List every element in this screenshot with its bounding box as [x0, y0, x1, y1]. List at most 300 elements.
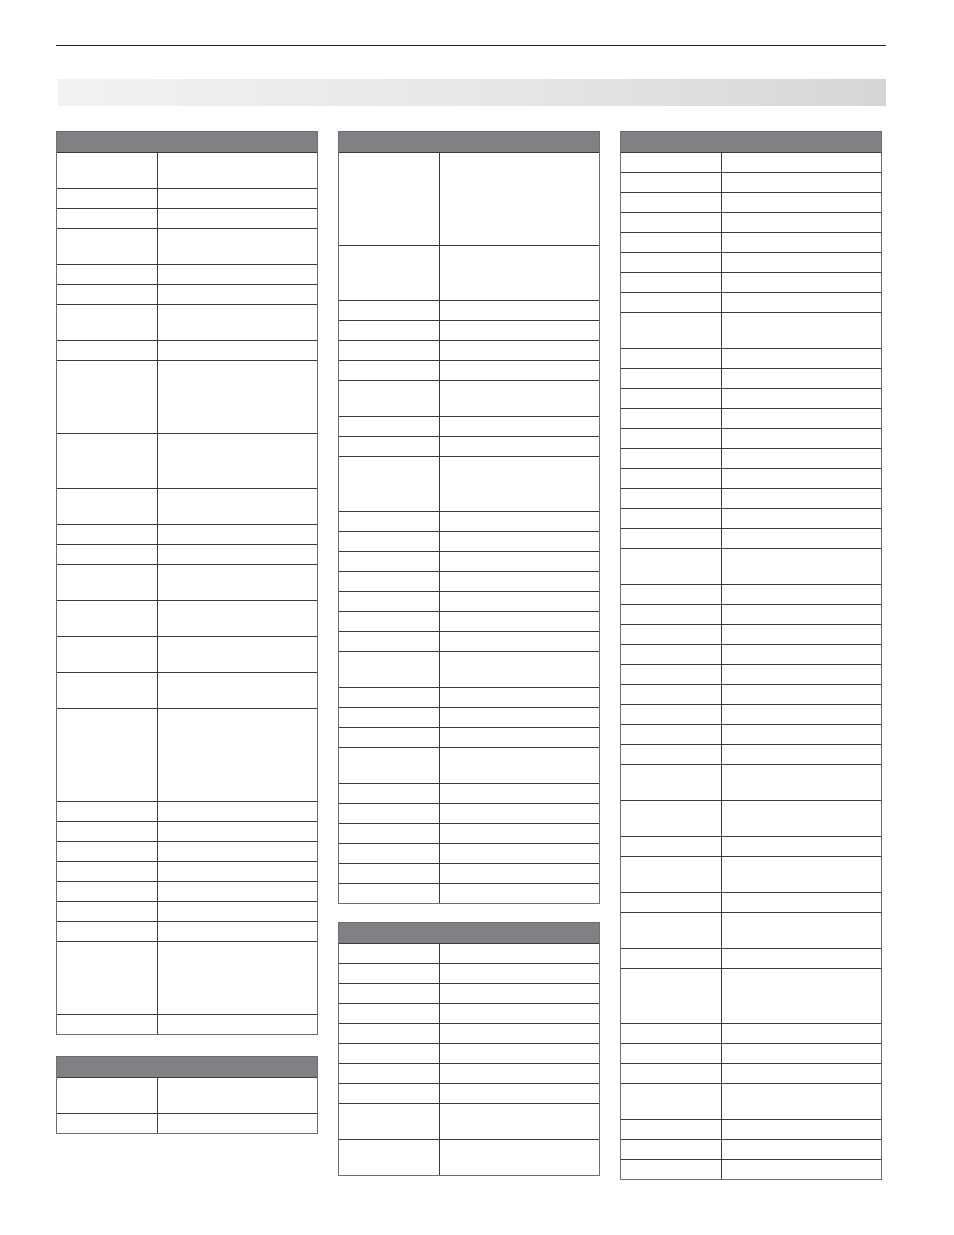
code-label-cell	[57, 601, 158, 636]
code-value-cell	[722, 1024, 881, 1043]
code-value-cell	[440, 301, 599, 320]
table-row	[339, 783, 599, 803]
table-row	[621, 1083, 881, 1119]
table-row	[621, 312, 881, 348]
code-label-cell	[621, 1064, 722, 1083]
code-label-cell	[621, 273, 722, 292]
code-value-cell	[722, 837, 881, 856]
code-label-cell	[621, 893, 722, 912]
table-row	[57, 861, 317, 881]
code-value-cell	[722, 949, 881, 968]
code-value-cell	[722, 409, 881, 428]
code-label-cell	[339, 944, 440, 963]
table-row	[621, 192, 881, 212]
code-value-cell	[158, 229, 317, 264]
code-label-cell	[57, 209, 158, 228]
table-row	[57, 941, 317, 1014]
code-label-cell	[621, 153, 722, 172]
code-label-cell	[339, 844, 440, 863]
code-label-cell	[621, 489, 722, 508]
code-label-cell	[339, 341, 440, 360]
code-label-cell	[57, 942, 158, 1014]
code-label-cell	[57, 922, 158, 941]
table-row	[339, 631, 599, 651]
code-value-cell	[722, 969, 881, 1023]
code-label-cell	[57, 341, 158, 360]
code-label-cell	[339, 552, 440, 571]
code-label-cell	[339, 1104, 440, 1139]
code-label-cell	[339, 437, 440, 456]
code-label-cell	[621, 705, 722, 724]
code-value-cell	[440, 728, 599, 747]
code-value-cell	[158, 862, 317, 881]
table-row	[621, 252, 881, 272]
table-row	[621, 744, 881, 764]
code-label-cell	[339, 632, 440, 651]
table-row	[621, 172, 881, 192]
table-row	[339, 687, 599, 707]
table-row	[621, 368, 881, 388]
code-value-cell	[722, 469, 881, 488]
code-table-2	[56, 1056, 318, 1134]
code-table-3	[338, 131, 600, 904]
table-row	[339, 1003, 599, 1023]
code-value-cell	[158, 285, 317, 304]
code-label-cell	[57, 862, 158, 881]
code-label-cell	[339, 361, 440, 380]
code-label-cell	[621, 1024, 722, 1043]
table-row	[339, 360, 599, 380]
table-row	[57, 488, 317, 524]
code-label-cell	[57, 822, 158, 841]
code-value-cell	[440, 592, 599, 611]
table-row	[621, 508, 881, 528]
table-header	[339, 923, 599, 943]
table-row	[621, 604, 881, 624]
code-label-cell	[339, 652, 440, 687]
table-row	[57, 1077, 317, 1113]
code-label-cell	[621, 1044, 722, 1063]
code-label-cell	[57, 902, 158, 921]
table-row	[339, 436, 599, 456]
table-row	[621, 644, 881, 664]
code-label-cell	[621, 605, 722, 624]
code-value-cell	[158, 189, 317, 208]
code-value-cell	[722, 605, 881, 624]
table-row	[339, 1083, 599, 1103]
code-label-cell	[339, 688, 440, 707]
code-value-cell	[440, 552, 599, 571]
code-value-cell	[440, 381, 599, 416]
code-value-cell	[440, 804, 599, 823]
code-label-cell	[621, 949, 722, 968]
code-value-cell	[440, 984, 599, 1003]
table-row	[621, 1159, 881, 1179]
code-label-cell	[57, 189, 158, 208]
table-row	[57, 264, 317, 284]
table-row	[621, 764, 881, 800]
code-label-cell	[621, 349, 722, 368]
code-label-cell	[339, 512, 440, 531]
code-value-cell	[440, 417, 599, 436]
code-value-cell	[722, 705, 881, 724]
code-label-cell	[57, 153, 158, 188]
code-table-4	[338, 922, 600, 1176]
code-value-cell	[158, 942, 317, 1014]
code-label-cell	[621, 389, 722, 408]
table-row	[621, 548, 881, 584]
code-value-cell	[440, 321, 599, 340]
code-value-cell	[722, 293, 881, 312]
code-value-cell	[440, 1024, 599, 1043]
code-value-cell	[158, 341, 317, 360]
table-row	[339, 320, 599, 340]
code-value-cell	[440, 612, 599, 631]
code-label-cell	[621, 173, 722, 192]
code-value-cell	[440, 1084, 599, 1103]
table-row	[57, 188, 317, 208]
code-label-cell	[57, 673, 158, 708]
code-label-cell	[339, 532, 440, 551]
code-label-cell	[339, 1024, 440, 1043]
table-row	[339, 883, 599, 903]
table-row	[621, 624, 881, 644]
code-label-cell	[339, 884, 440, 903]
table-row	[621, 892, 881, 912]
code-value-cell	[440, 437, 599, 456]
code-value-cell	[440, 632, 599, 651]
table-row	[339, 727, 599, 747]
code-value-cell	[440, 652, 599, 687]
code-label-cell	[339, 301, 440, 320]
code-value-cell	[158, 434, 317, 488]
code-value-cell	[722, 765, 881, 800]
code-value-cell	[722, 685, 881, 704]
code-label-cell	[621, 529, 722, 548]
table-row	[621, 684, 881, 704]
code-value-cell	[722, 1084, 881, 1119]
table-row	[621, 968, 881, 1023]
table-row	[621, 584, 881, 604]
table-row	[57, 544, 317, 564]
code-value-cell	[158, 525, 317, 544]
table-row	[57, 881, 317, 901]
table-row	[339, 747, 599, 783]
code-value-cell	[722, 193, 881, 212]
table-row	[621, 152, 881, 172]
code-value-cell	[722, 1120, 881, 1139]
code-value-cell	[158, 637, 317, 672]
code-label-cell	[339, 864, 440, 883]
code-label-cell	[339, 592, 440, 611]
table-row	[339, 300, 599, 320]
code-label-cell	[621, 665, 722, 684]
table-row	[339, 963, 599, 983]
code-label-cell	[621, 409, 722, 428]
code-value-cell	[722, 233, 881, 252]
code-label-cell	[621, 1084, 722, 1119]
code-label-cell	[339, 728, 440, 747]
code-value-cell	[722, 529, 881, 548]
code-label-cell	[57, 305, 158, 340]
table-row	[621, 348, 881, 368]
code-value-cell	[722, 745, 881, 764]
table-row	[621, 1023, 881, 1043]
code-value-cell	[440, 844, 599, 863]
code-value-cell	[158, 802, 317, 821]
table-row	[621, 1139, 881, 1159]
table-row	[57, 708, 317, 801]
code-value-cell	[440, 1140, 599, 1175]
table-row	[57, 921, 317, 941]
code-value-cell	[440, 1044, 599, 1063]
code-value-cell	[158, 305, 317, 340]
code-value-cell	[440, 1004, 599, 1023]
code-label-cell	[621, 369, 722, 388]
code-label-cell	[57, 637, 158, 672]
code-value-cell	[440, 864, 599, 883]
code-value-cell	[440, 532, 599, 551]
code-label-cell	[621, 765, 722, 800]
code-value-cell	[722, 1064, 881, 1083]
code-label-cell	[339, 804, 440, 823]
code-label-cell	[57, 229, 158, 264]
table-row	[621, 1119, 881, 1139]
code-value-cell	[158, 153, 317, 188]
code-label-cell	[621, 429, 722, 448]
code-value-cell	[722, 913, 881, 948]
code-label-cell	[621, 969, 722, 1023]
code-value-cell	[722, 1160, 881, 1179]
code-value-cell	[722, 509, 881, 528]
table-row	[339, 531, 599, 551]
code-value-cell	[722, 489, 881, 508]
code-value-cell	[722, 549, 881, 584]
table-row	[57, 152, 317, 188]
table-row	[339, 611, 599, 631]
table-row	[621, 948, 881, 968]
table-row	[57, 208, 317, 228]
code-label-cell	[621, 685, 722, 704]
code-value-cell	[440, 512, 599, 531]
code-value-cell	[722, 857, 881, 892]
code-label-cell	[339, 708, 440, 727]
table-row	[621, 212, 881, 232]
code-label-cell	[339, 784, 440, 803]
code-label-cell	[621, 469, 722, 488]
table-row	[57, 636, 317, 672]
code-value-cell	[158, 565, 317, 600]
table-row	[621, 856, 881, 892]
code-label-cell	[339, 748, 440, 783]
table-row	[57, 841, 317, 861]
code-value-cell	[440, 1104, 599, 1139]
code-label-cell	[57, 565, 158, 600]
code-label-cell	[621, 857, 722, 892]
code-label-cell	[57, 1015, 158, 1034]
code-label-cell	[57, 882, 158, 901]
table-row	[57, 228, 317, 264]
code-value-cell	[440, 341, 599, 360]
table-row	[339, 651, 599, 687]
code-label-cell	[339, 321, 440, 340]
table-row	[621, 428, 881, 448]
table-header	[621, 132, 881, 152]
code-label-cell	[339, 612, 440, 631]
code-label-cell	[57, 525, 158, 544]
table-header	[339, 132, 599, 152]
code-label-cell	[57, 265, 158, 284]
table-row	[57, 672, 317, 708]
table-row	[621, 704, 881, 724]
table-row	[621, 528, 881, 548]
code-label-cell	[621, 449, 722, 468]
code-label-cell	[339, 984, 440, 1003]
code-value-cell	[722, 725, 881, 744]
table-row	[339, 803, 599, 823]
code-value-cell	[722, 1140, 881, 1159]
code-label-cell	[621, 745, 722, 764]
code-label-cell	[57, 1114, 158, 1133]
code-value-cell	[158, 601, 317, 636]
code-label-cell	[57, 361, 158, 433]
code-value-cell	[158, 1114, 317, 1133]
table-row	[621, 408, 881, 428]
table-row	[339, 843, 599, 863]
table-row	[339, 943, 599, 963]
code-value-cell	[440, 457, 599, 511]
code-value-cell	[440, 884, 599, 903]
table-row	[339, 1139, 599, 1175]
code-value-cell	[722, 153, 881, 172]
table-row	[57, 1014, 317, 1034]
code-value-cell	[722, 389, 881, 408]
code-value-cell	[158, 673, 317, 708]
code-table-1	[56, 131, 318, 1035]
code-label-cell	[621, 837, 722, 856]
table-header	[57, 132, 317, 152]
code-value-cell	[440, 153, 599, 245]
code-label-cell	[339, 824, 440, 843]
code-value-cell	[722, 801, 881, 836]
code-label-cell	[339, 1064, 440, 1083]
code-value-cell	[158, 545, 317, 564]
code-label-cell	[339, 417, 440, 436]
code-value-cell	[158, 709, 317, 801]
table-row	[621, 1043, 881, 1063]
table-row	[621, 912, 881, 948]
code-value-cell	[722, 625, 881, 644]
code-value-cell	[722, 213, 881, 232]
code-label-cell	[621, 549, 722, 584]
table-row	[621, 800, 881, 836]
table-row	[339, 983, 599, 1003]
table-row	[621, 1063, 881, 1083]
code-label-cell	[621, 725, 722, 744]
code-label-cell	[621, 509, 722, 528]
code-label-cell	[57, 434, 158, 488]
code-label-cell	[339, 572, 440, 591]
code-value-cell	[440, 944, 599, 963]
code-value-cell	[440, 784, 599, 803]
code-value-cell	[440, 688, 599, 707]
code-label-cell	[621, 1140, 722, 1159]
table-row	[339, 380, 599, 416]
code-value-cell	[722, 173, 881, 192]
code-value-cell	[440, 361, 599, 380]
code-value-cell	[158, 1078, 317, 1113]
table-row	[339, 571, 599, 591]
table-row	[339, 823, 599, 843]
code-label-cell	[621, 585, 722, 604]
table-row	[57, 524, 317, 544]
table-row	[621, 836, 881, 856]
code-label-cell	[621, 313, 722, 348]
code-value-cell	[440, 1064, 599, 1083]
table-row	[621, 232, 881, 252]
code-label-cell	[621, 1160, 722, 1179]
code-value-cell	[440, 964, 599, 983]
code-value-cell	[158, 822, 317, 841]
table-row	[621, 388, 881, 408]
table-row	[57, 340, 317, 360]
table-row	[621, 272, 881, 292]
code-label-cell	[621, 625, 722, 644]
code-value-cell	[158, 265, 317, 284]
code-value-cell	[158, 489, 317, 524]
code-label-cell	[621, 213, 722, 232]
table-row	[339, 1063, 599, 1083]
code-value-cell	[440, 748, 599, 783]
code-value-cell	[722, 273, 881, 292]
code-value-cell	[158, 1015, 317, 1034]
code-label-cell	[621, 193, 722, 212]
code-label-cell	[57, 489, 158, 524]
table-row	[57, 1113, 317, 1133]
table-row	[339, 416, 599, 436]
table-row	[339, 245, 599, 300]
table-row	[621, 664, 881, 684]
table-row	[339, 152, 599, 245]
code-label-cell	[57, 842, 158, 861]
table-row	[57, 433, 317, 488]
code-label-cell	[339, 153, 440, 245]
code-value-cell	[158, 209, 317, 228]
code-label-cell	[339, 381, 440, 416]
section-banner	[58, 79, 886, 106]
code-value-cell	[440, 824, 599, 843]
table-row	[339, 1023, 599, 1043]
table-row	[57, 284, 317, 304]
table-row	[57, 901, 317, 921]
code-value-cell	[722, 449, 881, 468]
table-row	[57, 801, 317, 821]
table-row	[57, 564, 317, 600]
code-value-cell	[158, 361, 317, 433]
code-value-cell	[158, 922, 317, 941]
code-label-cell	[621, 801, 722, 836]
code-label-cell	[339, 964, 440, 983]
code-value-cell	[722, 893, 881, 912]
code-label-cell	[621, 293, 722, 312]
code-value-cell	[722, 253, 881, 272]
code-value-cell	[722, 1044, 881, 1063]
code-value-cell	[722, 313, 881, 348]
code-label-cell	[339, 1044, 440, 1063]
code-label-cell	[621, 253, 722, 272]
code-value-cell	[722, 349, 881, 368]
code-value-cell	[722, 369, 881, 388]
